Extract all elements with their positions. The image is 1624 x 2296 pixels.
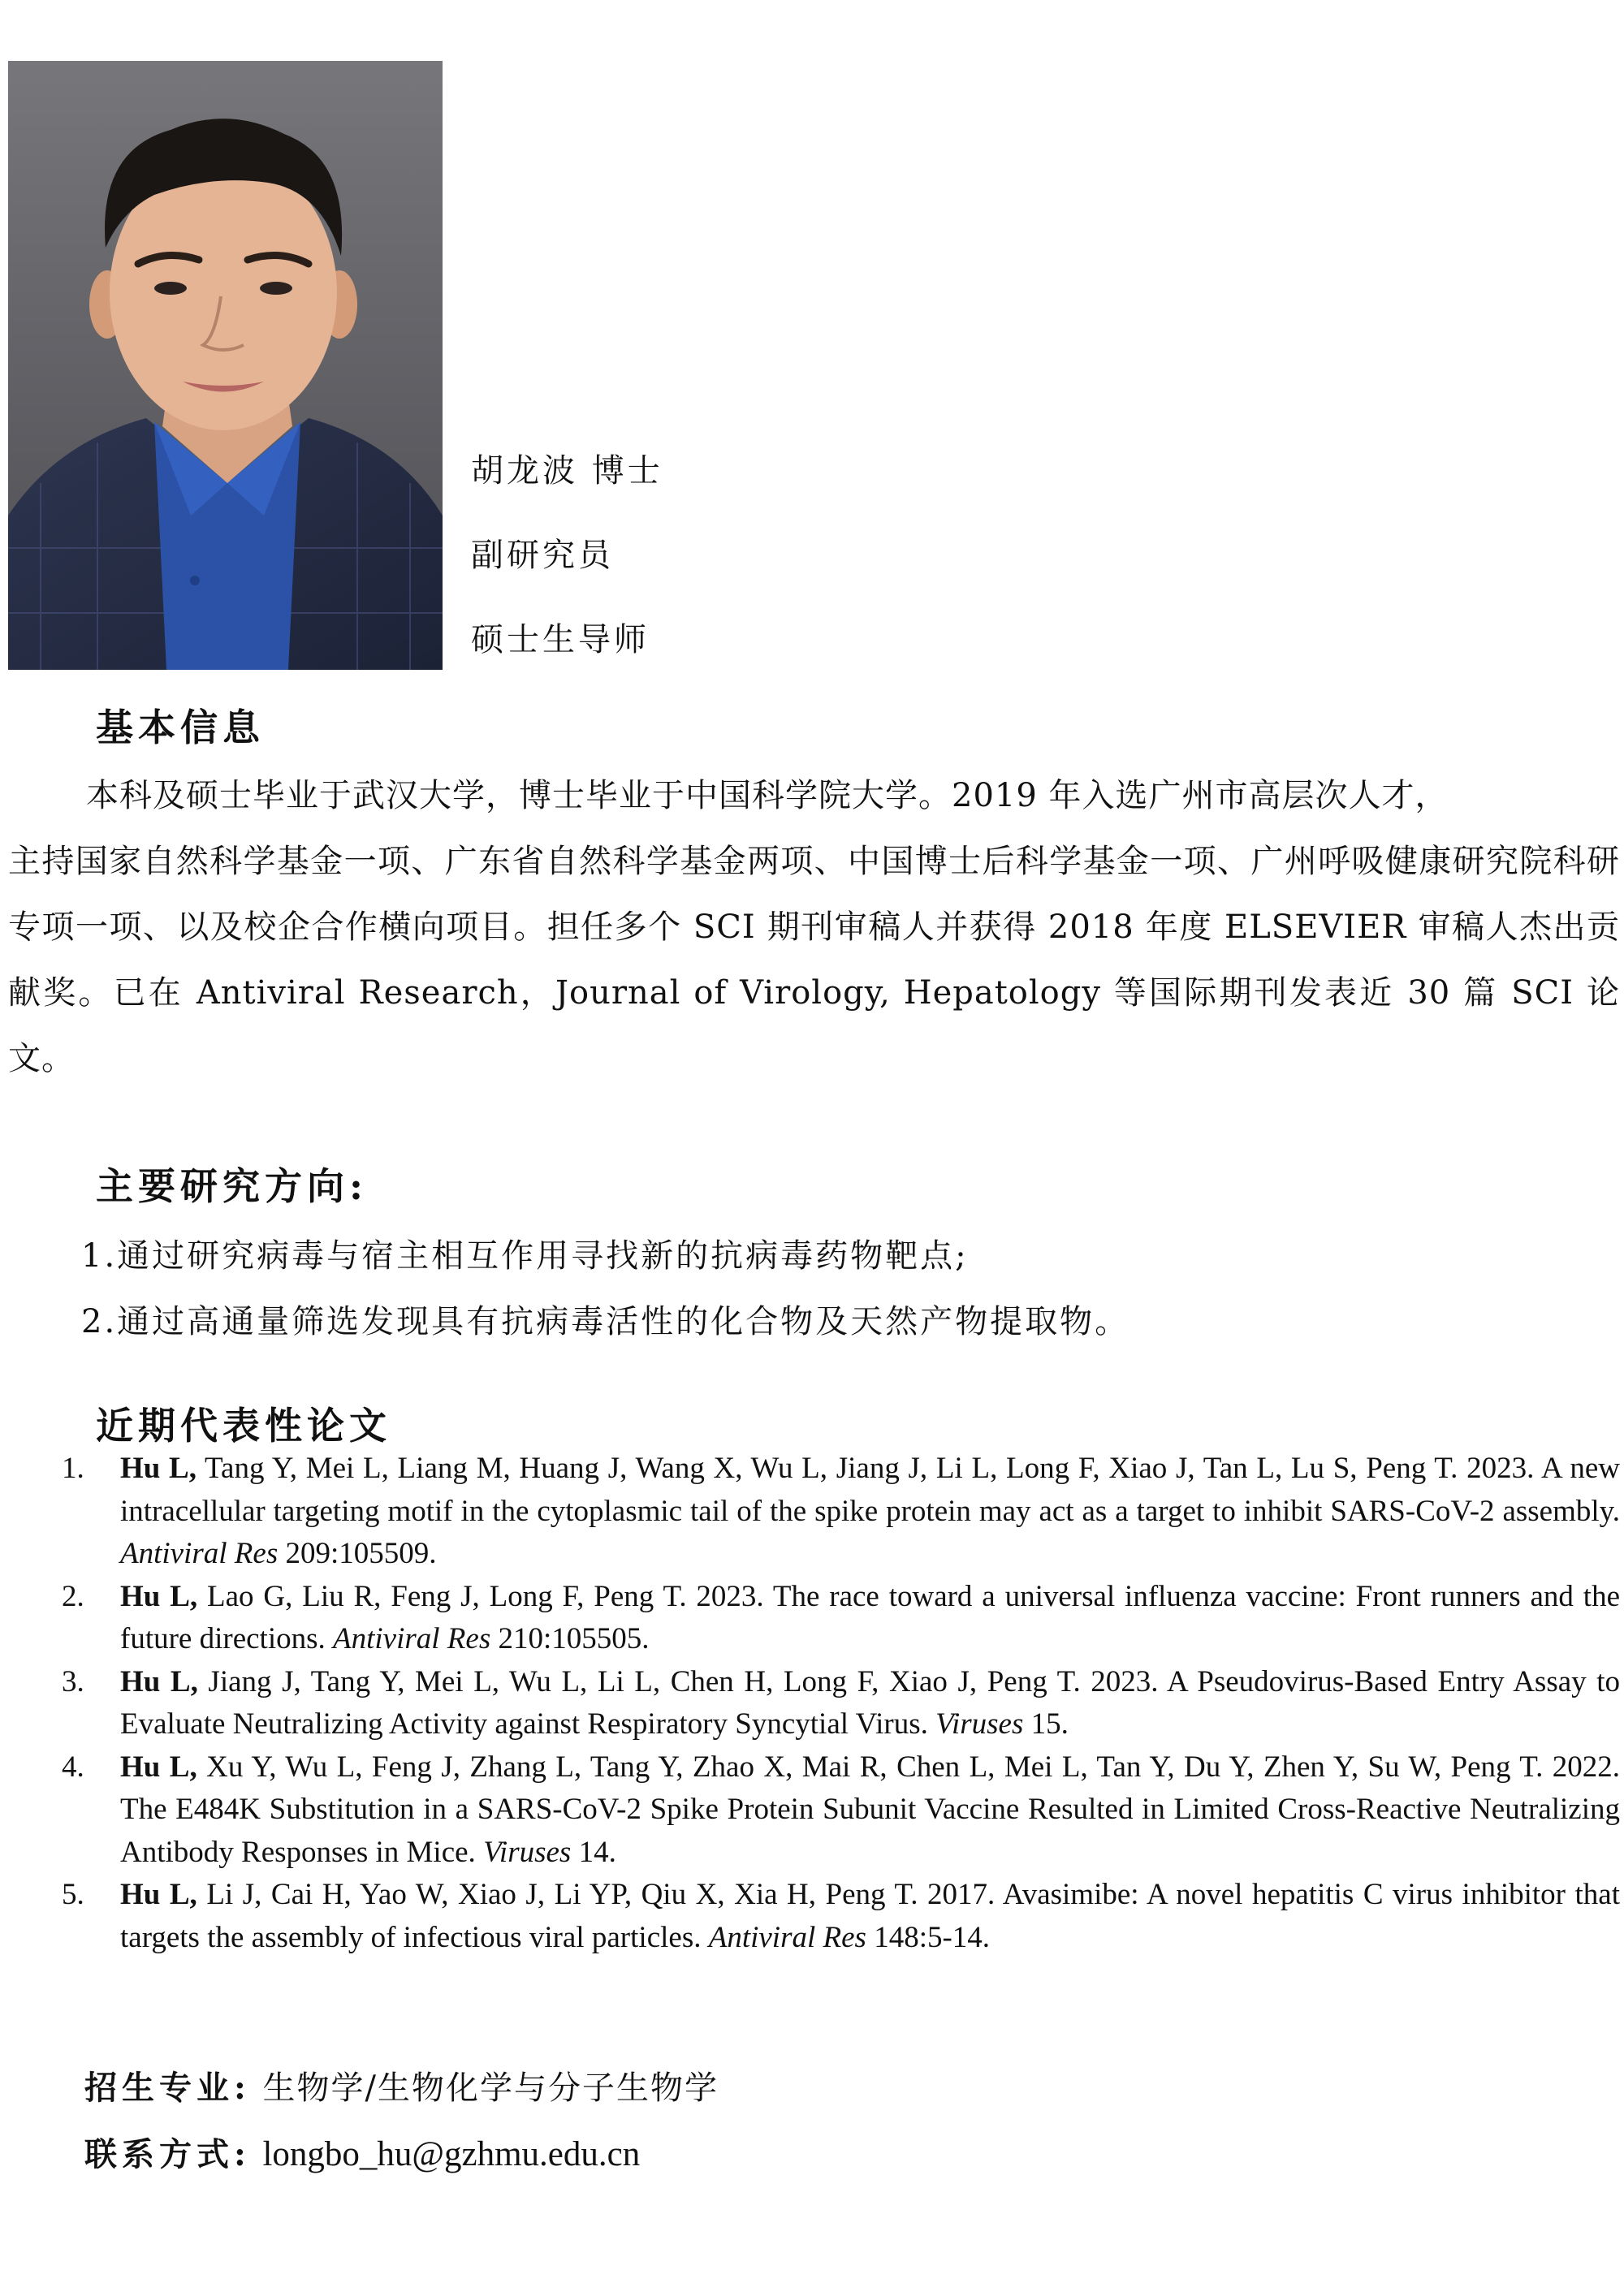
publication-number: 2.	[62, 1579, 84, 1613]
publication-journal: Viruses	[483, 1835, 572, 1869]
research-item: 2.通过高通量筛选发现具有抗病毒活性的化合物及天然产物提取物。	[81, 1303, 1130, 1340]
profile-photo	[8, 61, 443, 670]
publication-volume: 210:105505.	[490, 1622, 650, 1655]
position-title: 副研究员	[471, 537, 614, 574]
publication-item	[57, 1448, 1620, 1576]
supervisor-title: 硕士生导师	[471, 621, 650, 658]
publication-text: Li J, Cai H, Yao W, Xiao J, Li YP, Qiu X, Xia H, Peng T. 2017. Avasimibe: A novel hepatitis C virus inhibitor that targets the assembly of infectious viral particles.	[120, 1878, 1620, 1954]
basic-info-paragraph	[8, 763, 1620, 1092]
publication-item	[57, 1874, 1620, 1959]
research-heading: 主要研究方向:	[96, 1164, 368, 1208]
basic-info-heading: 基本信息	[96, 706, 265, 749]
publication-first-author: Hu L,	[120, 1452, 197, 1485]
publication-number: 1.	[62, 1452, 84, 1485]
publication-number: 4.	[62, 1750, 84, 1784]
publication-first-author: Hu L,	[120, 1750, 197, 1784]
publication-text: Jiang J, Tang Y, Mei L, Wu L, Li L, Chen H, Long F, Xiao J, Peng T. 2023. A Pseudovirus-Based Entry Assay to Evaluate Neutralizing Activity against Respiratory Syncytial Virus.	[120, 1664, 1620, 1741]
bio-first-line: 本科及硕士毕业于武汉大学，博士毕业于中国科学院大学。2019 年入选广州市高层次人才，	[86, 777, 1449, 814]
publication-item	[57, 1576, 1620, 1661]
publication-volume: 15.	[1023, 1707, 1069, 1741]
enrollment-major	[84, 2062, 719, 2108]
research-item: 1.通过研究病毒与宿主相互作用寻找新的抗病毒药物靶点;	[81, 1237, 969, 1275]
publication-volume: 209:105509.	[278, 1537, 437, 1570]
publication-journal: Antiviral Res	[708, 1920, 866, 1954]
publication-journal: Antiviral Res	[333, 1622, 491, 1655]
publication-text: Tang Y, Mei L, Liang M, Huang J, Wang X, Wu L, Jiang J, Li L, Long F, Xiao J, Tan L, Lu S, Peng T. 2023. A new intracellular targeting motif in the cytoplasmic tail of the spike protein may act as a target to inhibit SARS-CoV-2 assembly.	[120, 1452, 1620, 1528]
publication-item	[57, 1746, 1620, 1875]
name-title: 胡龙波 博士	[471, 452, 663, 490]
publication-first-author: Hu L,	[120, 1878, 197, 1911]
publications-heading: 近期代表性论文	[96, 1404, 391, 1448]
major-label: 招生专业:	[84, 2069, 251, 2107]
bio-body: 主持国家自然科学基金一项、广东省自然科学基金两项、中国博士后科学基金一项、广州呼吸健康研究院科研专项一项、以及校企合作横向项目。担任多个 SCI 期刊审稿人并获得 2018 年度 ELSEVIER 审稿人杰出贡献奖。已在 Antiviral Research，Journal of Virology, Hepatology 等国际期刊发表近 30 篇 SCI 论文。	[8, 843, 1620, 1077]
publication-volume: 148:5-14.	[866, 1920, 991, 1954]
contact-email[interactable]: longbo_hu@gzhmu.edu.cn	[262, 2135, 641, 2173]
publication-first-author: Hu L,	[120, 1579, 198, 1613]
publication-item	[57, 1661, 1620, 1746]
publication-volume: 14.	[571, 1835, 616, 1869]
publication-journal: Antiviral Res	[120, 1537, 279, 1570]
publication-text: Xu Y, Wu L, Feng J, Zhang L, Tang Y, Zhao X, Mai R, Chen L, Mei L, Tan Y, Du Y, Zhen Y, Su W, Peng T. 2022. The E484K Substitution in a SARS-CoV-2 Spike Protein Subunit Vaccine Resulted in Limited Cross-Reactive Neutralizing Antibody Responses in Mice.	[120, 1750, 1621, 1869]
publication-number: 3.	[62, 1664, 84, 1698]
publication-list	[57, 1448, 1620, 1959]
publication-number: 5.	[62, 1878, 84, 1911]
major-value: 生物学/生物化学与分子生物学	[262, 2069, 719, 2107]
publication-first-author: Hu L,	[120, 1664, 198, 1698]
publication-text: Lao G, Liu R, Feng J, Long F, Peng T. 2023. The race toward a universal influenza vaccine: Front runners and the future directions.	[120, 1579, 1620, 1655]
contact-label: 联系方式:	[84, 2135, 251, 2173]
contact-info	[84, 2129, 640, 2175]
publication-journal: Viruses	[935, 1707, 1024, 1741]
